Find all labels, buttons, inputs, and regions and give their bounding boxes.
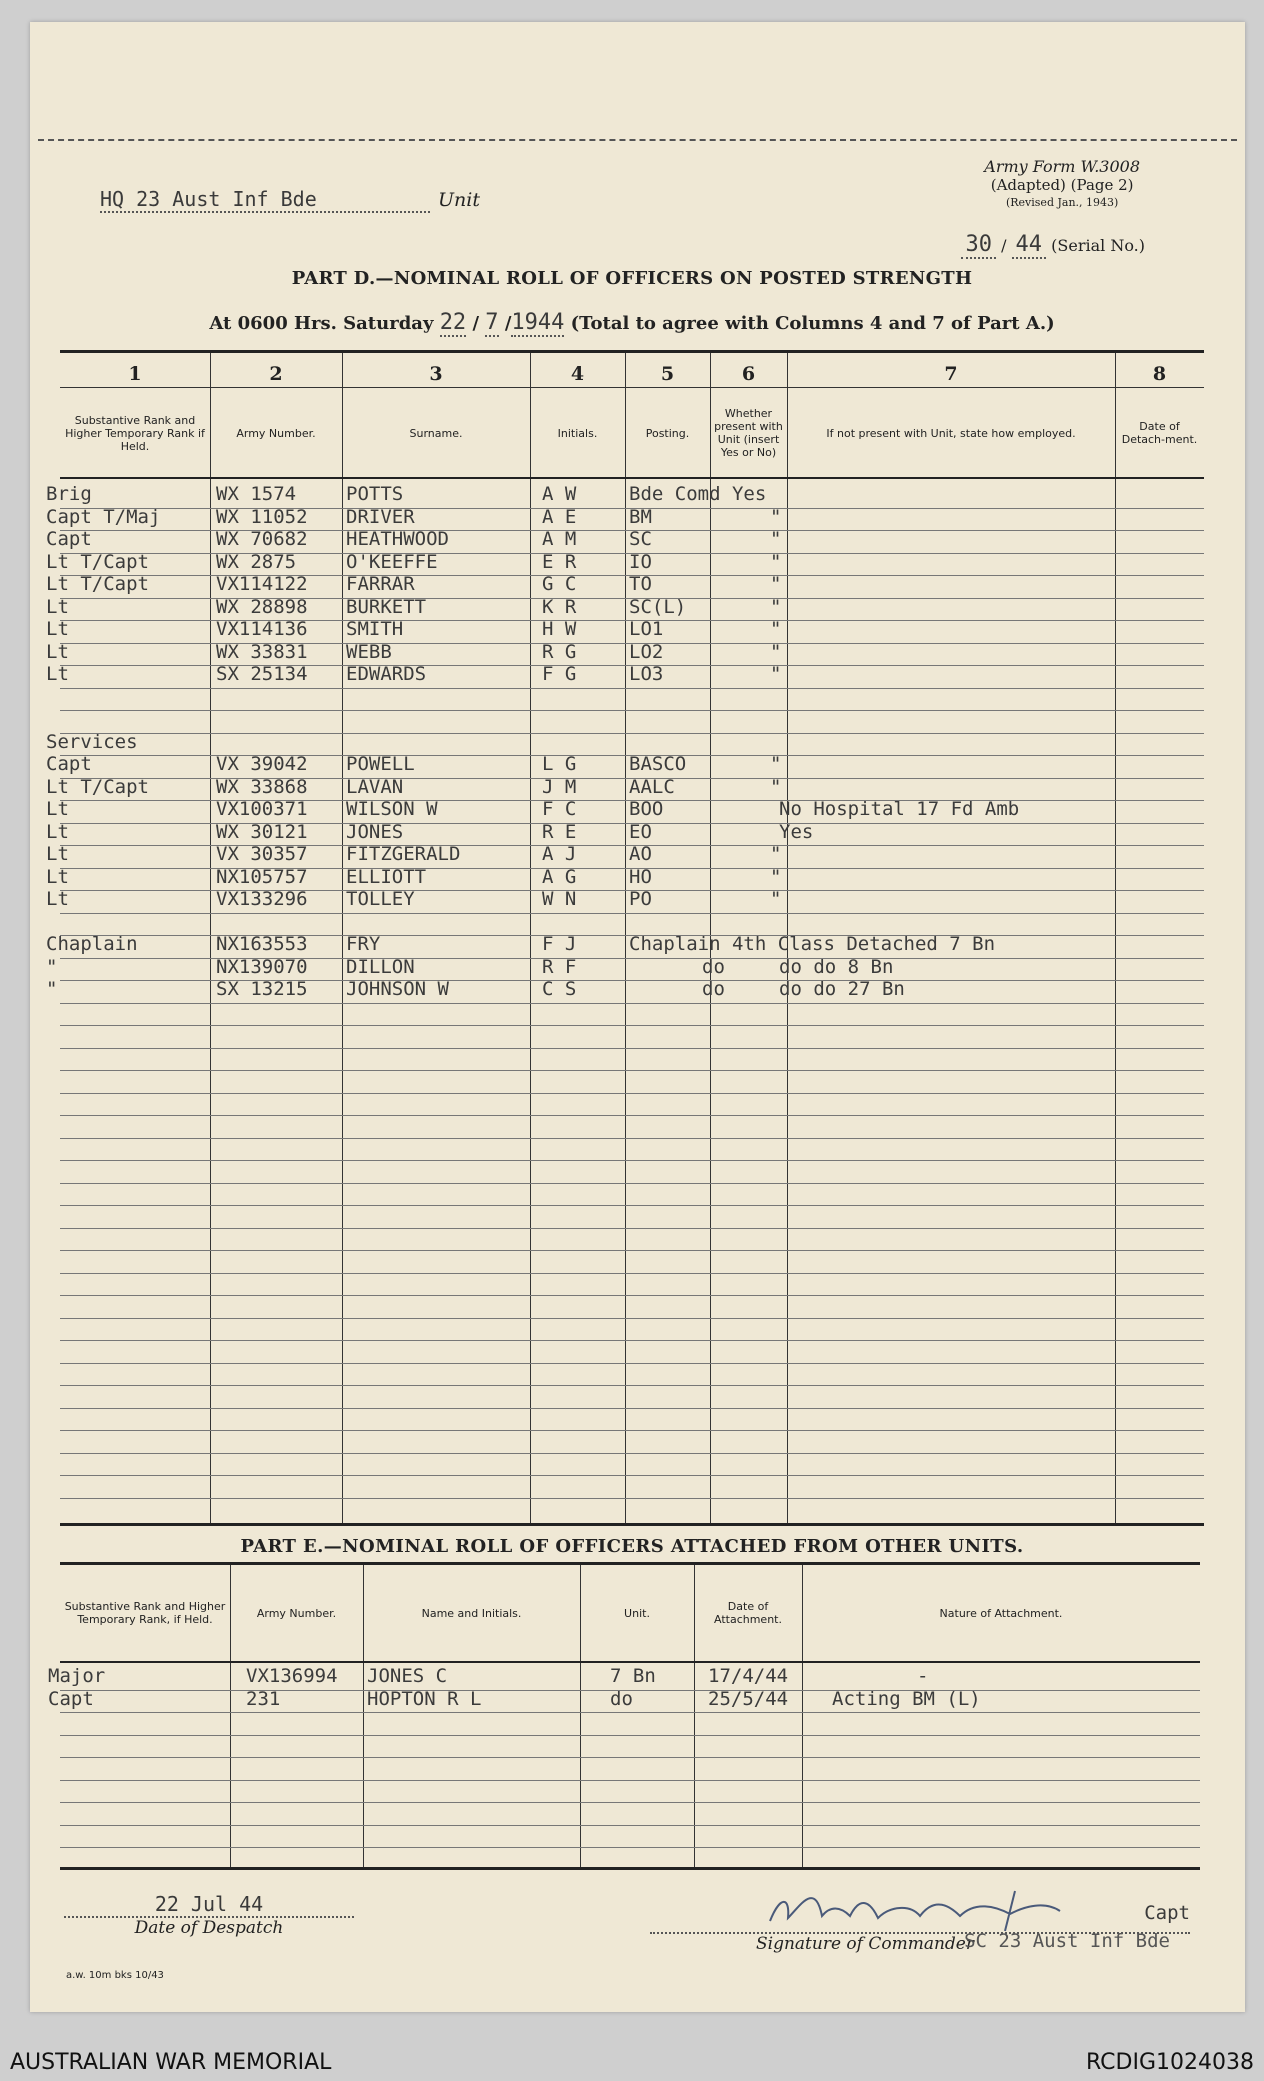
column-header: Date of Detach-ment.: [1121, 420, 1198, 446]
roll-cell-initials: R G: [542, 640, 577, 663]
row-rule: [60, 1295, 1204, 1296]
roll-cell-posting: LO1: [629, 618, 664, 640]
roll-cell-number: NX139070: [216, 955, 308, 978]
roll-cell-rank: Lt: [46, 820, 69, 843]
row-rule: [60, 1048, 1204, 1049]
row-rule: [60, 1273, 1204, 1274]
roll-cell-surname: POTTS: [346, 483, 404, 505]
roll-cell-rank: Lt T/Capt: [46, 550, 149, 573]
row-rule: [60, 1408, 1204, 1409]
roll-cell-initials: F G: [542, 663, 577, 685]
roll-cell-surname: TOLLEY: [346, 888, 415, 910]
row-rule: [60, 1228, 1204, 1229]
roll-cell-rank: Lt: [46, 888, 69, 910]
unit-line: [100, 187, 480, 213]
row-rule: [60, 1318, 1204, 1319]
header-rule: [60, 387, 1204, 388]
column-divider: [1115, 353, 1116, 1523]
roll-cell-surname: DILLON: [346, 955, 415, 978]
column-header: Nature of Attachment.: [939, 1606, 1063, 1620]
roll-cell-posting: AO: [629, 843, 652, 865]
roll-cell-number: SX 13215: [216, 978, 308, 1000]
roll-cell-surname: WEBB: [346, 640, 392, 663]
roll-cell-present: ": [770, 663, 782, 685]
roll-cell-initials: L G: [542, 753, 577, 775]
column-header: Surname.: [409, 426, 463, 440]
roll-cell-rank: Lt: [46, 663, 69, 685]
column-divider: [694, 1565, 695, 1867]
roll-cell-employed: do do 27 Bn: [779, 978, 905, 1000]
column-header: Posting.: [645, 426, 690, 440]
roll-cell-number: WX 2875: [216, 550, 297, 573]
roll-cell-surname: O'KEEFFE: [346, 550, 438, 573]
roll-cell-initials: K R: [542, 595, 577, 618]
roll-cell-number: VX 39042: [216, 753, 308, 775]
roll-cell-present: ": [770, 550, 782, 573]
row-rule: [60, 1025, 1204, 1026]
column-header: Whether present with Unit (insert Yes or No): [714, 407, 783, 459]
roll-cell-initials: A W: [542, 483, 577, 505]
roll-cell-rank: Capt: [46, 753, 92, 775]
roll-cell-initials: A J: [542, 843, 577, 865]
column-number: 5: [660, 363, 675, 385]
attached-cell-rank: Capt: [48, 1687, 94, 1710]
column-header: Name and Initials.: [421, 1606, 522, 1620]
roll-cell-surname: LAVAN: [346, 775, 404, 798]
roll-cell-surname: POWELL: [346, 753, 415, 775]
column-header: Initials.: [557, 426, 598, 440]
row-rule: [60, 688, 1204, 689]
signature-image: [760, 1876, 1100, 1936]
roll-cell-rank: Lt T/Capt: [46, 775, 149, 798]
roll-cell-present: ": [770, 573, 782, 595]
roll-cell-initials: R E: [542, 820, 577, 843]
roll-cell-surname: DRIVER: [346, 505, 415, 528]
column-divider: [580, 1565, 581, 1867]
roll-cell-initials: A E: [542, 505, 577, 528]
roll-cell-rank: Lt: [46, 798, 69, 820]
roll-cell-rank: Services: [46, 730, 138, 753]
form-number: Army Form W.3008: [984, 157, 1140, 176]
roll-cell-present: ": [770, 865, 782, 888]
row-rule: [60, 1475, 1204, 1476]
row-rule: [60, 1757, 1200, 1758]
roll-cell-posting: Chaplain 4th Class Detached 7 Bn: [629, 933, 996, 955]
roll-cell-surname: JONES: [346, 820, 404, 843]
serial-a: 30: [961, 232, 996, 259]
row-rule: [60, 1712, 1200, 1713]
attached-cell-date: 25/5/44: [708, 1687, 789, 1710]
roll-cell-number: WX 28898: [216, 595, 308, 618]
document-page: [30, 22, 1245, 2012]
part-e-title: PART E.—NOMINAL ROLL OF OFFICERS ATTACHED FROM OTHER UNITS.: [240, 1536, 1024, 1557]
attached-cell-unit: do: [610, 1687, 633, 1710]
roll-cell-number: VX133296: [216, 888, 308, 910]
row-rule: [60, 1250, 1204, 1251]
row-rule: [60, 733, 1204, 734]
roll-cell-posting: BM: [629, 505, 652, 528]
roll-cell-present: ": [770, 843, 782, 865]
roll-cell-rank: Lt: [46, 843, 69, 865]
row-rule: [60, 710, 1204, 711]
roll-cell-employed: do do 8 Bn: [779, 955, 894, 978]
column-divider: [210, 353, 211, 1523]
row-rule: [60, 1825, 1200, 1826]
column-divider: [802, 1565, 803, 1867]
roll-cell-initials: E R: [542, 550, 577, 573]
signature-block: [650, 1872, 1190, 1954]
roll-cell-rank: Brig: [46, 483, 92, 505]
attached-cell-date: 17/4/44: [708, 1665, 789, 1687]
roll-cell-number: SX 25134: [216, 663, 308, 685]
at-day: 22: [439, 310, 467, 335]
header-rule-thick: [60, 477, 1204, 479]
roll-cell-present: ": [770, 618, 782, 640]
column-divider: [342, 353, 343, 1523]
column-number: 8: [1152, 363, 1167, 385]
despatch-label: Date of Despatch: [134, 1918, 284, 1938]
roll-cell-posting: SC: [629, 528, 652, 550]
roll-cell-employed: No Hospital 17 Fd Amb: [779, 798, 1020, 820]
despatch-block: [64, 1892, 354, 1938]
row-rule: [60, 1160, 1204, 1161]
row-rule: [60, 1205, 1204, 1206]
attached-cell-name: JONES C: [367, 1665, 448, 1687]
row-rule: [60, 1430, 1204, 1431]
roll-cell-present: ": [770, 505, 782, 528]
form-adapted: (Adapted) (Page 2): [990, 176, 1134, 194]
part-d-date-line: At 0600 Hrs. Saturday 22 / 7 /1944 (Total to agree with Columns 4 and 7 of Part A.): [209, 310, 1055, 335]
unit-label: Unit: [438, 189, 480, 211]
header-rule-thick: [60, 1661, 1200, 1663]
column-number: 1: [128, 363, 142, 385]
roll-cell-initials: C S: [542, 978, 577, 1000]
roll-cell-initials: F C: [542, 798, 577, 820]
archive-id: RCDIG1024038: [1085, 2050, 1254, 2075]
archive-source: AUSTRALIAN WAR MEMORIAL: [10, 2050, 332, 2075]
column-header: Army Number.: [236, 426, 316, 440]
serial-label: (Serial No.): [1051, 236, 1145, 255]
row-rule: [60, 1385, 1204, 1386]
print-code: a.w. 10m bks 10/43: [66, 1970, 164, 1981]
attached-cell-name: HOPTON R L: [367, 1687, 482, 1710]
roll-cell-number: VX100371: [216, 798, 308, 820]
column-number: 2: [269, 363, 283, 385]
despatch-date: 22 Jul 44: [64, 1892, 354, 1918]
roll-cell-number: VX114136: [216, 618, 308, 640]
roll-cell-surname: HEATHWOOD: [346, 528, 449, 550]
part-e-table: [48, 1562, 1200, 1870]
roll-cell-number: WX 33831: [216, 640, 308, 663]
row-rule: [60, 1847, 1200, 1848]
row-rule: [60, 1363, 1204, 1364]
roll-cell-present: ": [770, 753, 782, 775]
column-header: Army Number.: [256, 1606, 337, 1620]
roll-cell-posting: SC(L): [629, 595, 687, 618]
roll-cell-initials: A M: [542, 528, 577, 550]
roll-cell-surname: EDWARDS: [346, 663, 427, 685]
roll-cell-present: ": [770, 595, 782, 618]
row-rule: [60, 913, 1204, 914]
roll-cell-posting: EO: [629, 820, 652, 843]
roll-cell-number: WX 70682: [216, 528, 308, 550]
row-rule: [60, 1498, 1204, 1499]
roll-cell-posting: LO3: [629, 663, 664, 685]
attached-cell-number: VX136994: [246, 1665, 338, 1687]
signature-label: Signature of Commander: [756, 1934, 974, 1954]
attached-cell-rank: Major: [48, 1665, 106, 1687]
at-year: 1944: [511, 310, 565, 335]
roll-cell-initials: A G: [542, 865, 577, 888]
column-number: 4: [570, 363, 585, 385]
at-prefix: At 0600 Hrs. Saturday: [209, 313, 434, 334]
roll-cell-posting: BASCO: [629, 753, 687, 775]
roll-cell-surname: JOHNSON W: [346, 978, 449, 1000]
roll-cell-posting: HO: [629, 865, 652, 888]
roll-cell-present: do: [702, 978, 725, 1000]
roll-cell-rank: Lt: [46, 865, 69, 888]
roll-cell-initials: J M: [542, 775, 577, 798]
roll-cell-rank: Lt: [46, 640, 69, 663]
roll-cell-present: ": [770, 888, 782, 910]
roll-cell-posting: LO2: [629, 640, 664, 663]
row-rule: [60, 1780, 1200, 1781]
roll-cell-rank: Lt: [46, 618, 69, 640]
roll-cell-employed: Yes: [779, 820, 814, 843]
roll-cell-initials: F J: [542, 933, 577, 955]
roll-cell-posting: IO: [629, 550, 652, 573]
roll-cell-number: WX 1574: [216, 483, 297, 505]
row-rule: [60, 1183, 1204, 1184]
form-revised: (Revised Jan., 1943): [1005, 196, 1119, 209]
column-header: Date of Attachment.: [714, 1600, 782, 1626]
column-header: Unit.: [624, 1606, 650, 1620]
row-rule: [60, 1802, 1200, 1803]
roll-cell-surname: SMITH: [346, 618, 404, 640]
roll-cell-rank: Chaplain: [46, 933, 138, 955]
roll-cell-present: ": [770, 528, 782, 550]
row-rule: [60, 1070, 1204, 1071]
column-divider: [363, 1565, 364, 1867]
roll-cell-number: NX105757: [216, 865, 308, 888]
roll-cell-surname: BURKETT: [346, 595, 427, 618]
roll-cell-posting: PO: [629, 888, 652, 910]
row-rule: [60, 1735, 1200, 1736]
roll-cell-number: WX 30121: [216, 820, 308, 843]
column-divider: [530, 353, 531, 1523]
form-identifier: [984, 158, 1140, 212]
roll-cell-rank: Capt: [46, 528, 92, 550]
roll-cell-rank: Lt T/Capt: [46, 573, 149, 595]
row-rule: [60, 1003, 1204, 1004]
roll-cell-initials: G C: [542, 573, 577, 595]
signature-unit: SC 23 Aust Inf Bde: [964, 1930, 1170, 1952]
column-header: Substantive Rank and Higher Temporary Rank if Held.: [65, 413, 205, 453]
roll-cell-surname: WILSON W: [346, 798, 438, 820]
roll-cell-number: WX 11052: [216, 505, 308, 528]
column-number: 7: [944, 363, 958, 385]
attached-cell-nature: -: [917, 1665, 929, 1687]
roll-cell-posting: AALC: [629, 775, 675, 798]
row-rule: [60, 1453, 1204, 1454]
part-d-title: PART D.—NOMINAL ROLL OF OFFICERS ON POSTED STRENGTH: [291, 268, 973, 289]
at-suffix: (Total to agree with Columns 4 and 7 of Part A.): [570, 313, 1055, 334]
roll-cell-number: VX114122: [216, 573, 308, 595]
column-number: 6: [741, 363, 756, 385]
row-rule: [60, 1093, 1204, 1094]
roll-cell-posting: BOO: [629, 798, 664, 820]
roll-cell-surname: FRY: [346, 933, 381, 955]
column-divider: [230, 1565, 231, 1867]
roll-cell-initials: W N: [542, 888, 577, 910]
part-d-table: [46, 350, 1204, 1526]
roll-cell-rank: Capt T/Maj: [46, 505, 161, 528]
serial-number: 30 / 44 (Serial No.): [961, 232, 1145, 257]
column-number: 3: [429, 363, 443, 385]
unit-value: HQ 23 Aust Inf Bde: [100, 187, 430, 213]
roll-cell-number: VX 30357: [216, 843, 308, 865]
roll-cell-number: WX 33868: [216, 775, 308, 798]
column-header: Substantive Rank and Higher Temporary Rank, if Held.: [64, 1600, 226, 1626]
attached-cell-unit: 7 Bn: [610, 1665, 656, 1687]
roll-cell-surname: FITZGERALD: [346, 843, 461, 865]
column-divider: [625, 353, 626, 1523]
roll-cell-posting: Bde Comd Yes: [629, 483, 767, 505]
roll-cell-surname: FARRAR: [346, 573, 415, 595]
roll-cell-surname: ELLIOTT: [346, 865, 427, 888]
signature-rank: Capt: [1144, 1902, 1190, 1924]
attached-cell-nature: Acting BM (L): [832, 1687, 981, 1710]
roll-cell-rank: Lt: [46, 595, 69, 618]
roll-cell-number: NX163553: [216, 933, 308, 955]
roll-cell-rank: ": [46, 978, 58, 1000]
roll-cell-rank: ": [46, 955, 58, 978]
row-rule: [60, 1340, 1204, 1341]
roll-cell-present: ": [770, 640, 782, 663]
column-header: If not present with Unit, state how employed.: [826, 426, 1076, 440]
roll-cell-present: ": [770, 775, 782, 798]
roll-cell-initials: R F: [542, 955, 577, 978]
roll-cell-present: do: [702, 955, 725, 978]
row-rule: [60, 1138, 1204, 1139]
roll-cell-initials: H W: [542, 618, 577, 640]
row-rule: [60, 1115, 1204, 1116]
serial-b: 44: [1012, 232, 1047, 259]
at-month: 7: [485, 310, 499, 335]
roll-cell-posting: TO: [629, 573, 652, 595]
attached-cell-number: 231: [246, 1687, 281, 1710]
perforation-line: [38, 139, 1237, 141]
